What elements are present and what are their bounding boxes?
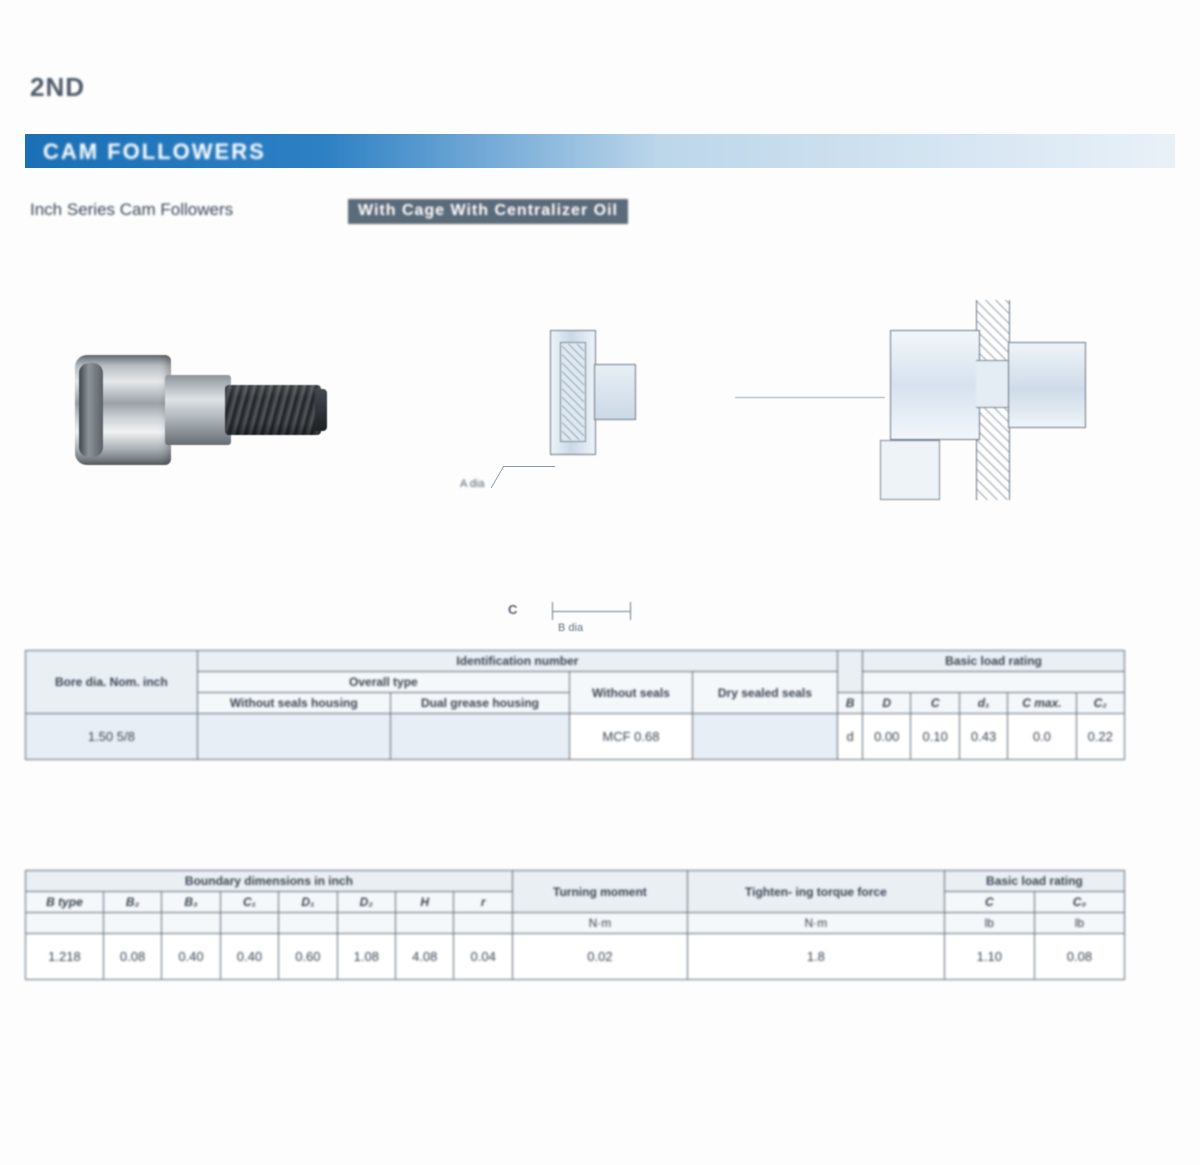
cell2-C0: 0.08 [1034,934,1124,980]
identification-table [25,650,1125,760]
cell2-C1: 0.40 [220,934,278,980]
unit-B2 [103,913,161,934]
col-C: C [911,693,959,714]
callout-label: A dia [460,478,485,490]
unit-tightening-torque: N·m [687,913,944,934]
unit-C: lb [944,913,1034,934]
assembly-roller-head [890,330,980,440]
col-dry-sealed: Dry sealed seals [692,672,837,714]
subgroup-dimensions [863,672,1125,693]
col-d1: d₁ [959,693,1007,714]
dimension-sublabel: B dia [558,622,584,634]
assembly-leader-line [735,397,885,398]
col2-D2: D₂ [337,892,395,913]
unit-D1 [279,913,337,934]
col-C2: C₂ [1076,693,1125,714]
assembly-base [880,440,940,500]
cell2-B3: 0.40 [162,934,220,980]
col-B: B [838,693,863,714]
cell-C-max: 0.0 [1008,714,1076,760]
illustration-area [0,270,1200,640]
section-title-bar [25,134,1175,168]
unit-H [396,913,454,934]
table2-row-units [26,913,1125,934]
cell-dual-grease-housing [390,714,569,760]
cell2-H: 4.08 [396,934,454,980]
cell-D: 0.00 [863,714,911,760]
col-bore-dia: Bore dia. Nom. inch [26,651,198,714]
cell2-r: 0.04 [454,934,512,980]
col2-B3: B₃ [162,892,220,913]
cell-B: d [838,714,863,760]
unit-C1 [220,913,278,934]
cell2-B2: 0.08 [103,934,161,980]
col2-C: C [944,892,1034,913]
dimension-annotation [500,600,670,640]
section-subtitle-tag: With Cage With Centralizer Oil [348,199,628,224]
col-D: D [863,693,911,714]
photo-flange [75,355,171,465]
document-code: 2ND [30,72,86,102]
cell2-tightening-torque: 1.8 [687,934,944,980]
boundary-dimensions-table [25,870,1125,980]
col2-B: B type [26,892,104,913]
cell2-turning-moment: 0.02 [512,934,687,980]
group-tightening-torque: Tighten- ing torque force [687,871,944,913]
table-row [26,934,1125,980]
unit-D2 [337,913,395,934]
dimension-cap-left [552,602,553,620]
photo-flange-face [79,363,103,457]
cell-d1: 0.43 [959,714,1007,760]
subgroup-overall-type: Overall type [197,672,569,693]
section-subtitle: Inch Series Cam Followers [30,200,234,219]
col-dual-grease-housing: Dual grease housing [390,693,569,714]
cell-without-seals: MCF 0.68 [570,714,693,760]
group-boundary-dimensions: Boundary dimensions in inch [26,871,513,892]
group-turning-moment: Turning moment [512,871,687,913]
cell2-B: 1.218 [26,934,104,980]
section-title: CAM FOLLOWERS [43,139,266,164]
cell-C: 0.10 [911,714,959,760]
group-identification-number: Identification number [197,651,837,672]
unit-B3 [162,913,220,934]
unit-r [454,913,512,934]
photo-hub [165,375,231,445]
assembly-drawing [880,300,1120,500]
dimension-bar [552,611,630,612]
unit-C0: lb [1034,913,1124,934]
drawing-hatch [562,344,584,440]
group-basic-load-rating: Basic load rating [863,651,1125,672]
callout-leader-line [491,466,556,488]
cell2-D2: 1.08 [337,934,395,980]
col2-r: r [454,892,512,913]
cell-without-seals-housing [197,714,390,760]
col2-C0: C₀ [1034,892,1124,913]
col-without-seals-housing: Without seals housing [197,693,390,714]
col2-C1: C₁ [220,892,278,913]
table2-row-group-header [26,871,1125,892]
group-spacer [838,651,863,693]
cell-bore-dia: 1.50 5/8 [26,714,198,760]
col-C-max: C max. [1008,693,1076,714]
cell2-D1: 0.60 [279,934,337,980]
unit-turning-moment: N·m [512,913,687,934]
assembly-nut [1008,342,1086,428]
col2-B2: B₂ [103,892,161,913]
cell-dry-sealed [692,714,837,760]
col2-D1: D₁ [279,892,337,913]
cross-section-drawing [540,330,650,460]
drawing-stud [594,364,636,420]
group-basic-load-rating: Basic load rating [944,871,1124,892]
dimension-cap-right [630,602,631,620]
photo-thread-tip [315,389,327,431]
cam-follower-photo [75,355,325,465]
table-row [26,714,1125,760]
cell2-C: 1.10 [944,934,1034,980]
cell-C2: 0.22 [1076,714,1125,760]
photo-thread [225,385,321,435]
table-row-group-header [26,651,1125,672]
unit-B [26,913,104,934]
col-without-seals: Without seals [570,672,693,714]
dimension-label: C [508,602,518,617]
col2-H: H [396,892,454,913]
